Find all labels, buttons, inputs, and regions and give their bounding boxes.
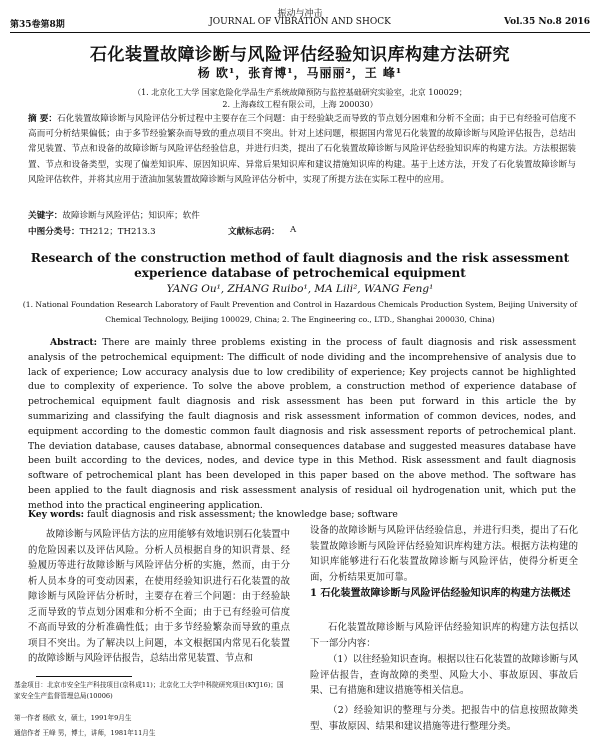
abstract-cn-text: 石化装置故障诊断与风险评估分析过程中主要存在三个问题：由于经验缺乏而导致的节点划分困难和分析不全面；由于已有经验可信度不高而可分析结果偏低；由于多节经验繁杂而导致的重点项目不突出。针对上述问题，根据国内常见石化装置的故障诊断与风险评估报告，总结出常见装置、节点和设备的故障诊断与风险评估经验信息，并进行归类，提出了石化装置故障诊断与风险评估经验知识库的构建方法。方法根据装置、节点和设备类型，实现了偏差知识库、原因知识库、异常后果知识库和建议措施知识库的构建。基于上述方法，开发了石化装置故障诊断与风险评估软件，并将其应用于渣油加氢装置故障诊断与风险评估分析中，实现了所提方法在实际工程中的应用。 [28,114,576,185]
paper-title-cn: 石化装置故障诊断与风险评估经验知识库构建方法研究 [90,45,510,65]
affiliation-cn-2: 2. 上海森纹工程有限公司，上海 200030） [222,100,378,109]
affiliation-cn-1: （1. 北京化工大学 国家危险化学品生产系统故障预防与监控基础研究实验室，北京 100029； [133,88,467,97]
clc-label: 中图分类号： [28,227,80,237]
affiliation-en-2: Chemical Technology, Beijing 100029, China; 2. The Engineering co., LTD., Shanghai 200030, China) [105,315,495,324]
abstract-cn [28,112,576,188]
abstract-en-label: Abstract: [50,337,97,348]
keywords-en-label: Key words: [28,509,85,520]
authors-en: YANG Ou¹, ZHANG Ruibo¹, MA Lili², WANG Feng¹ [166,283,434,295]
body-right-intro: 设备的故障诊断与风险评估经验信息，并进行归类，提出了石化装置故障诊断与风险评估经验知识库构建方法。根据方法构建的知识库能够进行石化装置故障诊断与风险评估，使得分析更全面，分析结果更加可靠。 [310,525,578,583]
doc-code-label: 文献标志码： [228,227,280,237]
paper-title-en: Research of the construction method of fault diagnosis and the risk assessment experience database of petrochemical equipment [30,251,570,280]
affiliation-en-1: (1. National Foundation Research Laboratory of Fault Prevention and Control in Hazardous Chemicals Production System, Beijing University of [22,300,578,309]
journal-name-en: JOURNAL OF VIBRATION AND SHOCK [209,17,391,27]
volume-issue-en: Vol.35 No.8 2016 [503,17,590,27]
keywords-cn-label: 关键字： [28,211,63,221]
keywords-en-text: fault diagnosis and risk assessment; the knowledge base; software [86,509,398,520]
list-item-2: （2）经验知识的整理与分类。把报告中的信息按照故障类型、事故原因、结果和建议措施等进行整理分类。 [310,705,578,732]
footnote-1: 基金项目：北京市安全生产科技项目(京科成11)；北京化工大学中科院研究项目(KYJ16)；国家安全生产监督管理总局(10006) [14,681,284,700]
clc-value: TH212；TH213.3 [79,227,156,237]
doc-code-value: A [290,225,297,235]
keywords-cn-text: 故障诊断与风险评估；知识库；软件 [62,211,200,221]
footnote-2: 第一作者 杨欧 女，硕士，1991年9月生 [14,714,132,722]
authors-cn: 杨 欧¹，张育博¹，马丽丽²，王 峰¹ [197,66,403,80]
volume-issue-cn: 第35卷第8期 [10,20,65,30]
section-1-intro: 石化装置故障诊断与风险评估经验知识库的构建方法包括以下一部分内容： [310,622,578,649]
classification-cn [28,225,576,237]
section-1-heading: 1 石化装置故障诊断与风险评估经验知识库的构建方法概述 [310,588,571,599]
footnote-rule [36,676,132,677]
journal-name-cn: 振动与冲击 [277,9,323,19]
abstract-en-text: There are mainly three problems existing in the process of fault diagnosis and risk assessment analysis of the petrochemical equipment: The difficult of node dividing and the incomprehensive of analysis due to lack of experience; Low accuracy analysis due to low credibility of experience; Key projects cannot be highlighted due to complexity of experience. To solve the above problem, a construction method of experience database of petrochemical equipment fault diagnosis and risk assessment has been put forward in this article the by summarizing and classifying the fault diagnosis and risk assessment information of common devices, nodes, and equipment according to the domestic common fault diagnosis and risk assessment reports of petrochemical plant. The deviation database, causes database, abnormal consequences database and suggested measures database have been built according to the devices, nodes, and device type in this Method. Risk assessment and fault diagnosis software of petrochemical plant has been developed in this paper based on the above method. The software has been applied to the fault diagnosis and risk assessment analysis of residual oil hydrogenation unit, which put the method into the practical engineering application. [28,337,577,511]
footnote-3: 通信作者 王峰 男，博士，讲师，1981年11月生 [14,729,156,737]
abstract-cn-label: 摘 要： [28,114,58,124]
header-rule [10,32,590,33]
keywords-cn [28,209,200,221]
running-header [10,17,590,30]
keywords-en [28,508,576,523]
body-left-column: 故障诊断与风险评估方法的应用能够有效地识别石化装置中的危险因素以及评估风险。分析人员根据自身的知识背景、经验履历等进行故障诊断与风险评估分析的实施，然而，由于分析人员本身的可变动因素，在使用经验知识进行石化装置的故障诊断与风险评估分析时，主要存在着三个问题：由于经验缺乏而导致的节点划分困难和分析不全面；由于已有经验可信度不高而导致的分析准确性低；由于多节经验繁杂而导致的重点项目不突出。为了解决以上问题，本文根据国内常见石化装置的故障诊断与风险评估报告，总结出常见装置、节点和 [28,529,290,664]
abstract-en [28,336,576,514]
list-item-1: （1）以往经验知识查询。根据以往石化装置的故障诊断与风险评估报告，查询故障的类型、风险大小、事故原因、事故后果、已有措施和建议措施等相关信息。 [310,654,578,696]
